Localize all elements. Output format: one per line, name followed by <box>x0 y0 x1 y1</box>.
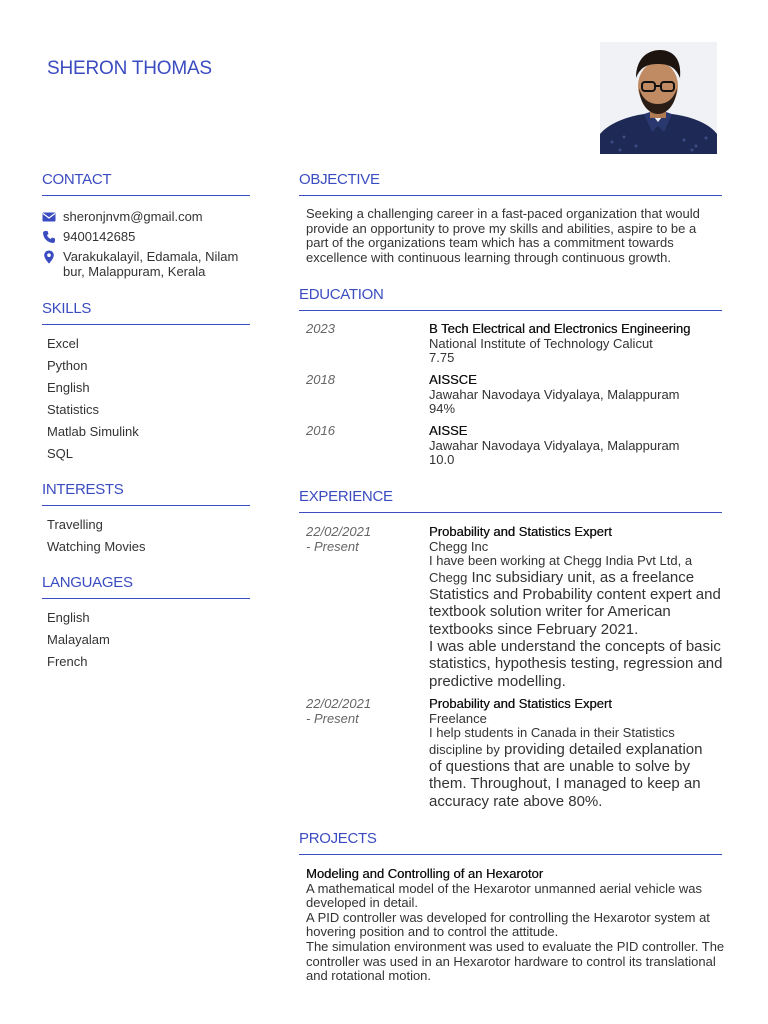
languages-divider <box>42 598 250 599</box>
skill-item: Python <box>47 358 88 373</box>
interest-item: Watching Movies <box>47 539 146 554</box>
skill-item: SQL <box>47 446 74 461</box>
experience-description: of questions that are unable to solve by them. Throughout, I managed to keep an accuracy rate above 80%. <box>429 758 701 810</box>
project-line: The simulation environment was used to evaluate the PID controller. The controller was used in an Hexarotor hardware to control its translational and rotational motion. <box>306 938 725 984</box>
education-score: 10.0 <box>429 452 455 468</box>
experience-line: I have been working at Chegg India Pvt Ltd, a <box>429 553 693 569</box>
project-entry <box>306 867 726 984</box>
experience-start: 22/02/2021 <box>306 524 372 539</box>
experience-end: - Present <box>306 710 359 726</box>
skills-heading: SKILLS <box>42 300 92 317</box>
skill-item: Excel <box>47 336 79 351</box>
profile-photo <box>600 42 717 154</box>
education-heading: EDUCATION <box>299 286 384 303</box>
experience-line: Inc subsidiary unit, as a freelance <box>467 568 695 586</box>
address-line-2: bur, Malappuram, Kerala <box>63 264 206 279</box>
phone-text: 9400142685 <box>63 229 136 244</box>
objective-heading: OBJECTIVE <box>299 171 380 188</box>
envelope-icon <box>42 210 56 224</box>
address-text <box>63 249 238 279</box>
education-entry <box>429 322 724 366</box>
projects-heading: PROJECTS <box>299 830 377 847</box>
experience-dates <box>306 697 371 726</box>
candidate-name: SHERON THOMAS <box>47 58 212 79</box>
education-score: 7.75 <box>429 350 455 366</box>
interests-divider <box>42 505 250 506</box>
experience-start: 22/02/2021 <box>306 696 372 711</box>
education-school: Jawahar Navodaya Vidyalaya, Malappuram <box>429 386 680 402</box>
education-year: 2016 <box>306 423 335 438</box>
education-score: 94% <box>429 401 456 417</box>
education-year: 2023 <box>306 321 335 336</box>
contact-email[interactable] <box>42 209 257 224</box>
education-school: Jawahar Navodaya Vidyalaya, Malappuram <box>429 437 680 453</box>
contact-heading: CONTACT <box>42 171 112 188</box>
interests-heading: INTERESTS <box>42 481 124 498</box>
experience-divider <box>299 512 722 513</box>
skills-list <box>47 336 139 468</box>
objective-divider <box>299 195 722 196</box>
education-degree: AISSCE <box>429 372 477 387</box>
skill-item: English <box>47 380 90 395</box>
experience-end: - Present <box>306 538 359 554</box>
education-degree: AISSE <box>429 423 468 438</box>
experience-company: Freelance <box>429 710 487 726</box>
experience-line: discipline by <box>429 741 500 757</box>
project-line: A mathematical model of the Hexarotor unmanned aerial vehicle was developed in detail. <box>306 880 702 911</box>
language-item: English <box>47 610 90 625</box>
languages-list <box>47 610 110 676</box>
education-entry <box>429 373 724 417</box>
contact-divider <box>42 195 250 196</box>
skills-divider <box>42 324 250 325</box>
education-year: 2018 <box>306 372 335 387</box>
contact-address <box>42 249 257 279</box>
experience-heading: EXPERIENCE <box>299 488 393 505</box>
project-line: A PID controller was developed for controlling the Hexarotor system at hovering position and to control the attitude. <box>306 909 710 940</box>
language-item: French <box>47 654 88 669</box>
address-line-1: Varakukalayil, Edamala, Nilam <box>63 249 239 264</box>
experience-description: I was able understand the concepts of basic statistics, hypothesis testing, regression and predictive modelling. <box>429 637 723 690</box>
objective-text: Seeking a challenging career in a fast-paced organization that would provide an opportunity to prove my skills and abilities, aspire to be a part of the organizations team which has a commitment towards excellence with continuous learning through continuous growth. <box>306 206 700 265</box>
contact-phone[interactable] <box>42 229 257 244</box>
language-item: Malayalam <box>47 632 110 647</box>
experience-title: Probability and Statistics Expert <box>429 524 612 539</box>
skill-item: Statistics <box>47 402 100 417</box>
project-title: Modeling and Controlling of an Hexarotor <box>306 866 544 881</box>
experience-title: Probability and Statistics Expert <box>429 696 612 711</box>
experience-description: Statistics and Probability content expert and textbook solution writer for American textbooks since February 2021. <box>429 586 721 638</box>
phone-icon <box>42 230 56 244</box>
education-school: National Institute of Technology Calicut <box>429 335 653 351</box>
experience-line: I help students in Canada in their Statistics <box>429 725 675 741</box>
projects-divider <box>299 854 722 855</box>
experience-company: Chegg Inc <box>429 538 489 554</box>
education-degree: B Tech Electrical and Electronics Engineering <box>429 321 691 336</box>
experience-dates <box>306 525 371 554</box>
skill-item: Matlab Simulink <box>47 424 139 439</box>
experience-entry <box>429 525 724 690</box>
languages-heading: LANGUAGES <box>42 574 133 591</box>
experience-entry <box>429 697 724 810</box>
experience-line: Chegg <box>429 569 468 585</box>
interests-list <box>47 517 146 561</box>
experience-line: providing detailed explanation <box>499 740 703 758</box>
map-pin-icon <box>42 250 56 264</box>
education-divider <box>299 310 722 311</box>
education-entry <box>429 424 724 468</box>
interest-item: Travelling <box>47 517 103 532</box>
email-text: sheronjnvm@gmail.com <box>63 209 203 224</box>
